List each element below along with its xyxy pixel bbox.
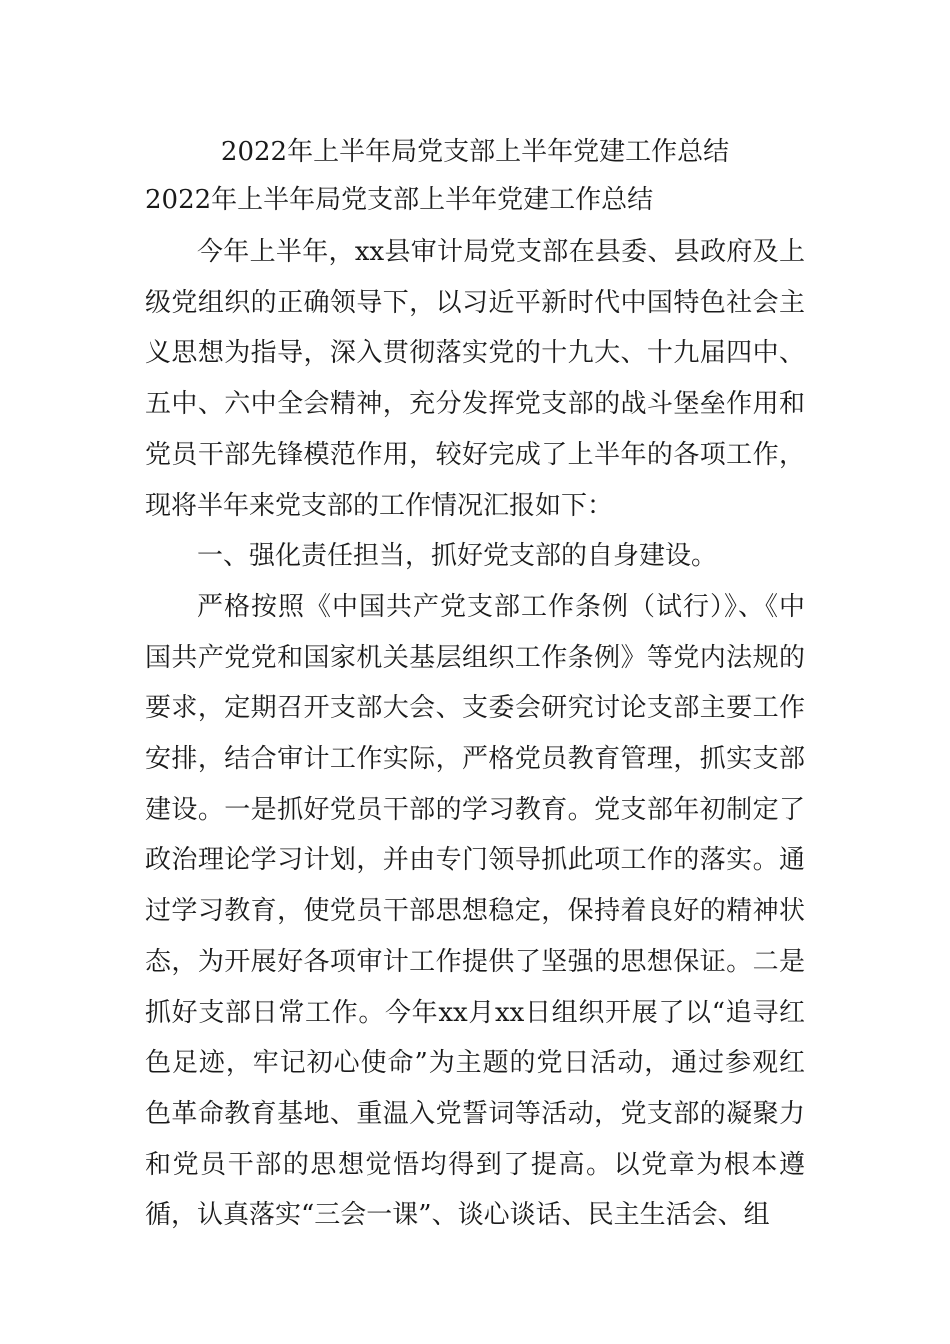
intro-paragraph: 今年上半年，xx县审计局党支部在县委、县政府及上级党组织的正确领导下，以习近平新时代中国特色社会主义思想为指导，深入贯彻落实党的十九大、十九届四中、五中、六中全会精神，充分发挥党支部的战斗堡垒作用和党员干部先锋模范作用，较好完成了上半年的各项工作，现将半年来党支部的工作情况汇报如下： bbox=[145, 237, 805, 521]
document-subtitle: 2022年上半年局党支部上半年党建工作总结 bbox=[145, 185, 654, 215]
document-body bbox=[145, 128, 805, 1241]
section-1-paragraph: 严格按照《中国共产党支部工作条例（试行）》、《中国共产党党和国家机关基层组织工作条例》等党内法规的要求，定期召开支部大会、支委会研究讨论支部主要工作安排，结合审计工作实际，严格党员教育管理，抓实支部建设。一是抓好党员干部的学习教育。党支部年初制定了政治理论学习计划，并由专门领导抓此项工作的落实。通过学习教育，使党员干部思想稳定，保持着良好的精神状态，为开展好各项审计工作提供了坚强的思想保证。二是抓好支部日常工作。今年xx月xx日组织开展了以“追寻红色足迹，牢记初心使命”为主题的党日活动，通过参观红色革命教育基地、重温入党誓词等活动，党支部的凝聚力和党员干部的思想觉悟均得到了提高。以党章为根本遵循，认真落实“三会一课”、谈心谈话、民主生活会、组 bbox=[145, 591, 805, 1231]
document-title: 2022年上半年局党支部上半年党建工作总结 bbox=[220, 137, 730, 167]
section-1-heading: 一、强化责任担当，抓好党支部的自身建设。 bbox=[197, 541, 718, 572]
